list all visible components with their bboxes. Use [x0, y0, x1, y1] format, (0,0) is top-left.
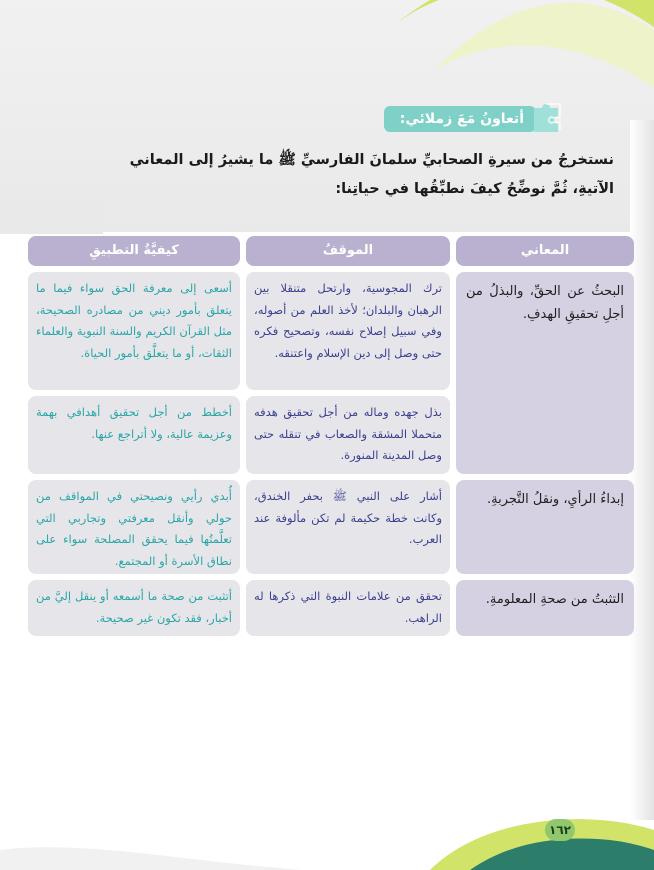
- header-application: كيفيَّةُ التطبيقِ: [28, 236, 240, 266]
- application-cell-2: أخطط من أجل تحقيق أهدافي بهمة وعزيمة عالية، ولا أتراجع عنها.: [28, 396, 240, 474]
- instruction-line-1: نستخرجُ من سيرةِ الصحابيِّ سلمانَ الفارسيِّ ﷺ ما يشيرُ إلى المعاني: [129, 152, 614, 168]
- position-cell-1: ترك المجوسية، وارتحل متنقلا بين الرهبان والبلدان؛ لأخذ العلم من أصوله، وفي سبيل إصلاح نفسه، وتصحيح فكره حتى وصل إلى دين الإسلام واعتنقه.: [246, 272, 450, 390]
- page-edge-shadow: [630, 120, 654, 820]
- application-cell-1: أسعى إلى معرفة الحق سواء فيما ما يتعلق بأمور ديني من مصادره الصحيحة، مثل القرآن الكريم والسنة النبوية والعلماء الثقات، أو ما يتعلَّق بأمور الحياة.: [28, 272, 240, 390]
- instruction-text: [94, 146, 614, 204]
- header-position: الموقفُ: [246, 236, 450, 266]
- position-cell-3: أشار على النبي ﷺ بحفر الخندق، وكانت خطة حكيمة لم تكن مألوفة عند العرب.: [246, 480, 450, 574]
- section-badge: [399, 100, 564, 134]
- meaning-cell-3: التثبتُ من صحةِ المعلومةِ.: [456, 580, 634, 636]
- application-cell-4: أتثبت من صحة ما أسمعه أو ينقل إليَّ من أخبار، فقد تكون غير صحيحة.: [28, 580, 240, 636]
- header-panel-notch: [0, 200, 103, 234]
- header-meanings: المعاني: [456, 236, 634, 266]
- position-cell-2: بذل جهده وماله من أجل تحقيق هدفه متحملا المشقة والصعاب في تنقله حتى وصل المدينة المنورة.: [246, 396, 450, 474]
- puzzle-icon: [530, 100, 564, 134]
- instruction-line-2: الآتيةِ، ثُمَّ نوضِّحُ كيفَ نطبِّقُها في حياتِنا:: [335, 181, 614, 197]
- page-number: ١٦٢: [545, 819, 575, 841]
- position-cell-4: تحقق من علامات النبوة التي ذكرها له الراهب.: [246, 580, 450, 636]
- meaning-cell-2: إبداءُ الرأيِ، ونقلُ التَّجربةِ.: [456, 480, 634, 574]
- section-title: أتعاونُ مَعَ زملائي:: [384, 106, 536, 132]
- application-cell-3: أُبدي رأيي ونصيحتي في المواقف من حولي وأنقل معرفتي وتجاربي التي تعلَّمتُها فيما يحقق المصلحة سواء على نطاق الأسرة أو المجتمع.: [28, 480, 240, 574]
- meaning-cell-1: البحثُ عن الحقِّ، والبذلُ من أجلِ تحقيقِ الهدفِ.: [456, 272, 634, 474]
